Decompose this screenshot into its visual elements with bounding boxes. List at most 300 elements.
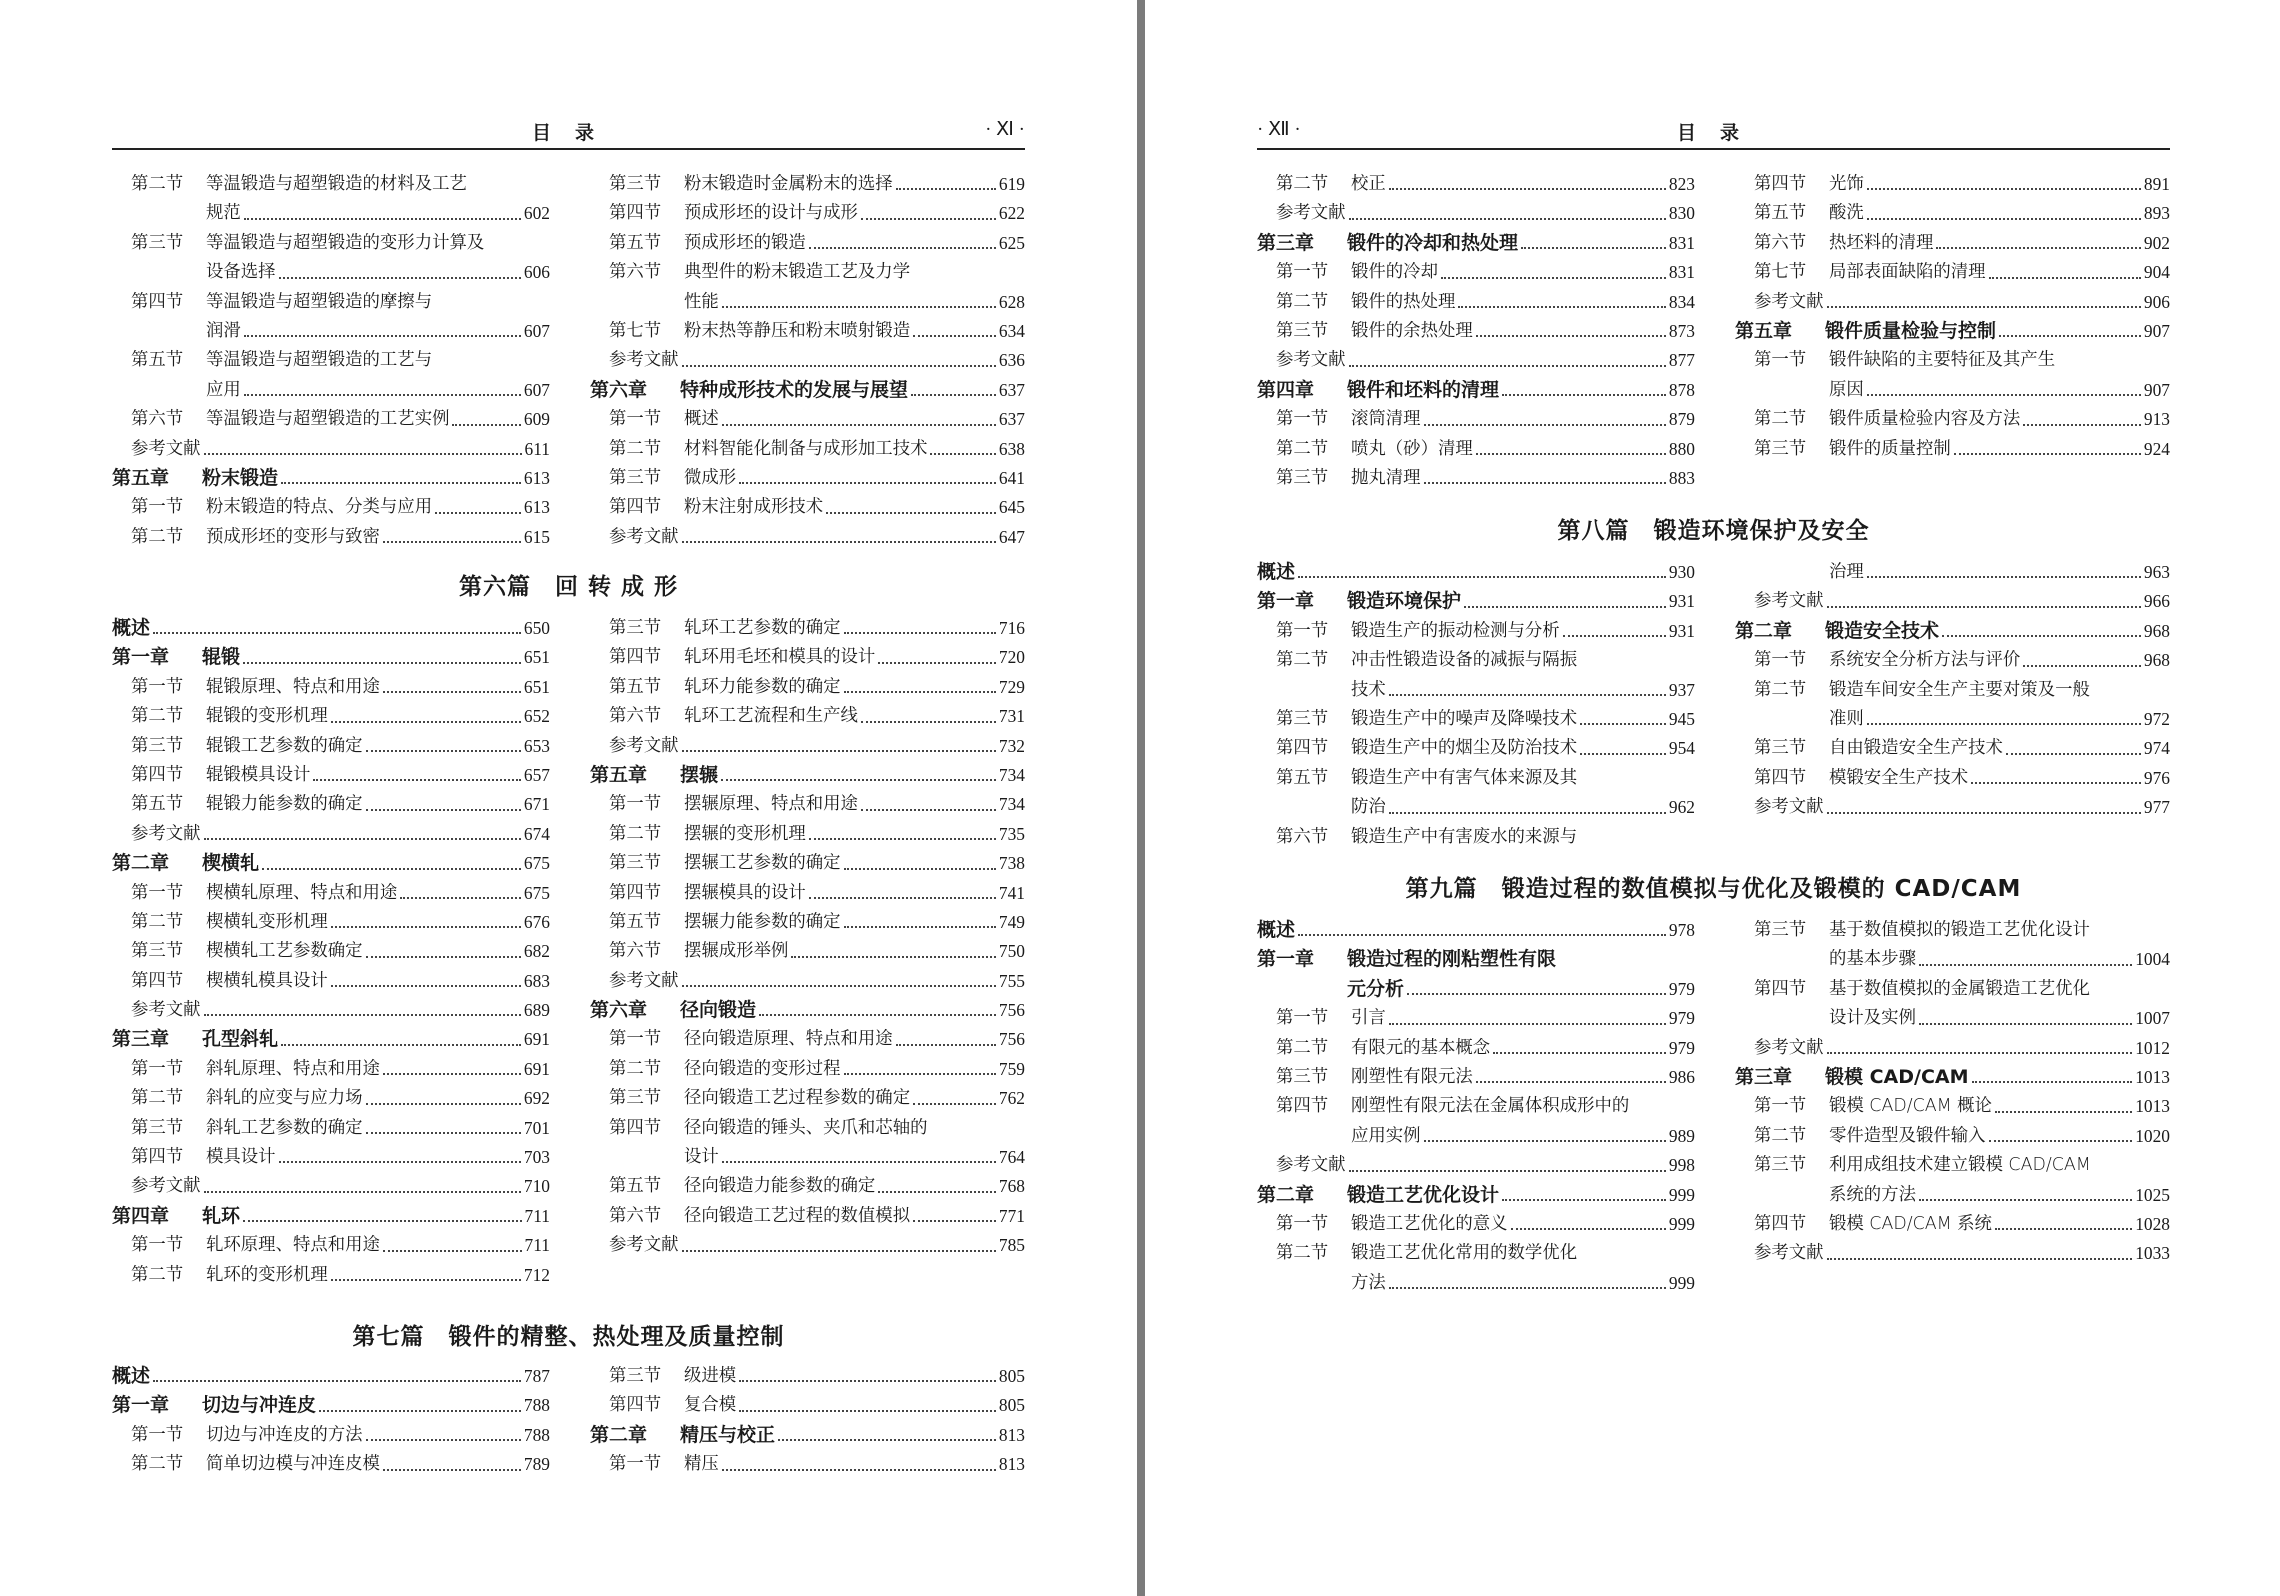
toc-entry[interactable] xyxy=(1257,1269,1695,1298)
toc-entry-page: 813 xyxy=(998,1454,1025,1475)
toc-entry[interactable] xyxy=(590,405,1025,434)
toc-entry[interactable] xyxy=(1735,1034,2170,1063)
toc-entry[interactable] xyxy=(590,258,1025,287)
toc-entry-page: 768 xyxy=(998,1176,1025,1197)
running-head-title: 目录 xyxy=(532,122,619,144)
toc-entry[interactable] xyxy=(1735,734,2170,763)
dot-leader xyxy=(153,632,521,634)
toc-entry[interactable] xyxy=(112,937,550,966)
toc-entry[interactable] xyxy=(1735,1004,2170,1033)
toc-entry-title: 参考文献 xyxy=(1754,291,1824,312)
toc-entry[interactable] xyxy=(590,317,1025,346)
toc-entry[interactable] xyxy=(1257,1239,1695,1268)
toc-entry[interactable] xyxy=(1257,764,1695,793)
toc-entry[interactable] xyxy=(590,761,1025,790)
dot-leader xyxy=(1502,394,1666,396)
toc-entry[interactable] xyxy=(1257,945,1695,974)
toc-entry[interactable] xyxy=(112,790,550,819)
toc-entry[interactable] xyxy=(590,996,1025,1025)
toc-column-left xyxy=(1257,916,1695,1298)
toc-entry-page: 613 xyxy=(523,467,550,488)
toc-entry[interactable] xyxy=(112,643,550,672)
toc-entry[interactable] xyxy=(590,346,1025,375)
toc-entry[interactable] xyxy=(1257,199,1695,228)
toc-entry[interactable] xyxy=(1735,793,2170,822)
toc-entry[interactable] xyxy=(112,1231,550,1260)
toc-entry-page: 759 xyxy=(998,1058,1025,1079)
toc-entry[interactable] xyxy=(1257,646,1695,675)
toc-entry-title: 轧环的变形机理 xyxy=(206,1264,328,1285)
toc-entry-page: 637 xyxy=(998,379,1025,400)
toc-entry[interactable] xyxy=(1735,1122,2170,1151)
toc-entry-title: 复合模 xyxy=(684,1395,737,1416)
toc-entry[interactable] xyxy=(112,1025,550,1054)
toc-entry-title: 楔横轧 xyxy=(202,852,260,875)
toc-entry-label: 第一节 xyxy=(1276,620,1329,641)
toc-entry[interactable] xyxy=(112,1362,550,1391)
toc-entry-page: 732 xyxy=(998,735,1025,756)
toc-entry[interactable] xyxy=(1257,705,1695,734)
dot-leader xyxy=(1580,723,1666,725)
toc-entry[interactable] xyxy=(1735,376,2170,405)
toc-entry-label: 第一章 xyxy=(1257,948,1315,971)
toc-entry-title: 楔横轧工艺参数确定 xyxy=(206,941,363,962)
toc-entry[interactable] xyxy=(1257,1004,1695,1033)
toc-entry[interactable] xyxy=(590,702,1025,731)
toc-entry-title: 辊锻 xyxy=(202,646,241,669)
toc-entry-title: 辊锻工艺参数的确定 xyxy=(206,735,363,756)
toc-entry[interactable] xyxy=(1257,617,1695,646)
toc-entry-title: 特种成形技术的发展与展望 xyxy=(680,378,909,401)
dot-leader xyxy=(913,335,996,337)
dot-leader xyxy=(1827,1258,2133,1260)
toc-entry[interactable] xyxy=(1257,346,1695,375)
toc-entry[interactable] xyxy=(590,376,1025,405)
toc-entry[interactable] xyxy=(1257,1063,1695,1092)
toc-entry[interactable] xyxy=(1257,734,1695,763)
toc-entry[interactable] xyxy=(112,376,550,405)
toc-entry[interactable] xyxy=(1735,346,2170,375)
toc-entry[interactable] xyxy=(1735,945,2170,974)
toc-entry-title: 刚塑性有限元法在金属体积成形中的 xyxy=(1351,1096,1630,1117)
toc-entry[interactable] xyxy=(590,493,1025,522)
toc-entry-page: 716 xyxy=(998,617,1025,638)
toc-entry[interactable] xyxy=(1735,288,2170,317)
toc-entry[interactable] xyxy=(1735,558,2170,587)
toc-entry[interactable] xyxy=(1735,229,2170,258)
toc-entry-title: 应用 xyxy=(206,379,241,400)
toc-entry[interactable] xyxy=(112,435,550,464)
toc-entry-page: 676 xyxy=(523,911,550,932)
toc-entry[interactable] xyxy=(1735,1210,2170,1239)
dot-leader xyxy=(809,247,996,249)
dot-leader xyxy=(244,394,521,396)
toc-entry-page: 692 xyxy=(523,1088,550,1109)
toc-entry[interactable] xyxy=(1257,1092,1695,1121)
toc-entry[interactable] xyxy=(112,317,550,346)
toc-entry[interactable] xyxy=(112,493,550,522)
toc-entry[interactable] xyxy=(112,1261,550,1290)
toc-entry[interactable] xyxy=(112,1084,550,1113)
toc-entry[interactable] xyxy=(112,288,550,317)
toc-entry-title: 摆辗成形举例 xyxy=(684,941,789,962)
toc-entry-label: 第四节 xyxy=(609,497,662,518)
toc-entry[interactable] xyxy=(1257,405,1695,434)
toc-entry-title: 辊锻原理、特点和用途 xyxy=(206,676,380,697)
dot-leader xyxy=(383,691,521,693)
toc-entry[interactable] xyxy=(1735,317,2170,346)
toc-entry[interactable] xyxy=(1257,170,1695,199)
toc-entry-label: 第三节 xyxy=(609,1088,662,1109)
toc-entry[interactable] xyxy=(112,702,550,731)
toc-entry[interactable] xyxy=(590,523,1025,552)
toc-entry-label: 第二节 xyxy=(1276,650,1329,671)
toc-entry[interactable] xyxy=(1735,435,2170,464)
toc-entry-title: 有限元的基本概念 xyxy=(1351,1037,1491,1058)
toc-entry-page: 1020 xyxy=(2135,1125,2170,1146)
toc-entry[interactable] xyxy=(590,1055,1025,1084)
dot-leader xyxy=(452,424,520,426)
toc-entry[interactable] xyxy=(590,1084,1025,1113)
toc-entry[interactable] xyxy=(590,1202,1025,1231)
toc-entry[interactable] xyxy=(112,967,550,996)
toc-entry-label: 第五节 xyxy=(131,350,184,371)
toc-entry[interactable] xyxy=(590,1450,1025,1479)
toc-entry-title: 级进模 xyxy=(684,1365,737,1386)
dot-leader xyxy=(1389,694,1666,696)
toc-entry-label: 第二节 xyxy=(1754,679,1807,700)
toc-entry[interactable] xyxy=(1257,376,1695,405)
toc-entry[interactable] xyxy=(1257,317,1695,346)
toc-entry[interactable] xyxy=(1735,916,2170,945)
dot-leader xyxy=(1999,335,2141,337)
toc-entry-label: 第二节 xyxy=(1276,291,1329,312)
toc-entry[interactable] xyxy=(112,820,550,849)
toc-entry[interactable] xyxy=(1735,1181,2170,1210)
toc-entry[interactable] xyxy=(1735,170,2170,199)
dot-leader xyxy=(331,721,521,723)
dot-leader xyxy=(809,838,996,840)
dot-leader xyxy=(913,1103,996,1105)
toc-entry[interactable] xyxy=(112,1172,550,1201)
toc-entry-page: 750 xyxy=(998,941,1025,962)
toc-entry[interactable] xyxy=(590,288,1025,317)
dot-leader xyxy=(1476,335,1666,337)
toc-entry-title: 锻件和坯料的清理 xyxy=(1347,378,1500,401)
dot-leader xyxy=(383,1250,522,1252)
toc-entry-page: 671 xyxy=(523,794,550,815)
toc-entry[interactable] xyxy=(112,170,550,199)
toc-entry[interactable] xyxy=(112,849,550,878)
toc-entry[interactable] xyxy=(1257,676,1695,705)
toc-entry-page: 628 xyxy=(998,291,1025,312)
toc-entry-title: 光饰 xyxy=(1829,173,1864,194)
toc-entry-label: 第二节 xyxy=(131,706,184,727)
toc-entry-title: 切边与冲连皮的方法 xyxy=(206,1424,363,1445)
dot-leader xyxy=(204,1191,521,1193)
toc-entry[interactable] xyxy=(590,1421,1025,1450)
toc-entry-page: 720 xyxy=(998,647,1025,668)
dot-leader xyxy=(1936,247,2141,249)
toc-entry-page: 788 xyxy=(523,1424,550,1445)
toc-entry-title: 设备选择 xyxy=(206,262,276,283)
toc-entry[interactable] xyxy=(590,199,1025,228)
toc-entry-page: 734 xyxy=(998,764,1025,785)
dot-leader xyxy=(1476,1081,1666,1083)
toc-entry[interactable] xyxy=(1735,617,2170,646)
dot-leader xyxy=(1424,1140,1666,1142)
toc-entry[interactable] xyxy=(112,199,550,228)
toc-entry[interactable] xyxy=(1257,258,1695,287)
toc-entry[interactable] xyxy=(1257,435,1695,464)
toc-entry-page: 873 xyxy=(1668,320,1695,341)
toc-entry-label: 第四节 xyxy=(609,882,662,903)
dot-leader xyxy=(1389,1023,1666,1025)
toc-entry[interactable] xyxy=(590,1172,1025,1201)
toc-entry-title: 参考文献 xyxy=(131,1000,201,1021)
toc-entry[interactable] xyxy=(112,1055,550,1084)
toc-entry[interactable] xyxy=(112,523,550,552)
toc-entry-page: 974 xyxy=(2143,738,2170,759)
toc-entry-title: 治理 xyxy=(1829,561,1864,582)
toc-entry[interactable] xyxy=(1257,288,1695,317)
dot-leader xyxy=(739,482,996,484)
toc-entry-label: 第三章 xyxy=(1735,1065,1793,1088)
toc-entry-title: 滚筒清理 xyxy=(1351,409,1421,430)
toc-entry-title: 锻模 CAD/CAM 概论 xyxy=(1829,1096,1992,1117)
toc-entry-title: 轧环工艺参数的确定 xyxy=(684,617,841,638)
toc-entry-title: 锻造生产中有害废水的来源与 xyxy=(1351,826,1578,847)
toc-entry[interactable] xyxy=(590,229,1025,258)
toc-entry[interactable] xyxy=(112,1143,550,1172)
toc-entry[interactable] xyxy=(1735,1063,2170,1092)
toc-entry-label: 第一节 xyxy=(609,1029,662,1050)
toc-entry-page: 907 xyxy=(2143,320,2170,341)
toc-entry[interactable] xyxy=(590,732,1025,761)
dot-leader xyxy=(281,1044,521,1046)
toc-entry[interactable] xyxy=(1257,464,1695,493)
toc-entry[interactable] xyxy=(1257,1122,1695,1151)
dot-leader xyxy=(878,1191,996,1193)
toc-entry-page: 691 xyxy=(523,1029,550,1050)
dot-leader xyxy=(243,662,521,664)
toc-entry-label: 第三节 xyxy=(609,1365,662,1386)
toc-entry-page: 977 xyxy=(2143,797,2170,818)
toc-entry[interactable] xyxy=(112,1202,550,1231)
toc-entry-label: 第二节 xyxy=(131,1264,184,1285)
toc-entry[interactable] xyxy=(590,643,1025,672)
right-page xyxy=(1145,0,2280,1596)
toc-entry-title: 切边与冲连皮 xyxy=(202,1394,317,1417)
toc-entry-title: 轧环 xyxy=(202,1204,241,1227)
toc-entry-title: 刚塑性有限元法 xyxy=(1351,1066,1473,1087)
toc-entry-title: 等温锻造与超塑锻造的材料及工艺 xyxy=(206,173,467,194)
toc-entry[interactable] xyxy=(112,346,550,375)
toc-entry-title: 径向锻造的锤头、夹爪和芯轴的 xyxy=(684,1117,928,1138)
toc-entry-title: 轧环用毛坯和模具的设计 xyxy=(684,647,876,668)
dot-leader xyxy=(1919,1023,2132,1025)
toc-entry[interactable] xyxy=(1257,975,1695,1004)
toc-entry-label: 第二节 xyxy=(1754,1125,1807,1146)
toc-entry-title: 参考文献 xyxy=(1754,797,1824,818)
toc-entry[interactable] xyxy=(112,405,550,434)
toc-entry[interactable] xyxy=(590,464,1025,493)
toc-entry-title: 径向锻造的变形过程 xyxy=(684,1058,841,1079)
toc-entry-title: 规范 xyxy=(206,203,241,224)
toc-entry[interactable] xyxy=(590,435,1025,464)
toc-entry[interactable] xyxy=(112,1421,550,1450)
toc-entry[interactable] xyxy=(1735,764,2170,793)
toc-entry-page: 906 xyxy=(2143,291,2170,312)
toc-entry-label: 第二节 xyxy=(1276,1037,1329,1058)
toc-entry[interactable] xyxy=(590,967,1025,996)
toc-entry[interactable] xyxy=(1735,1239,2170,1268)
toc-entry[interactable] xyxy=(1735,975,2170,1004)
toc-entry-title: 锻造车间安全生产主要对策及一般 xyxy=(1829,679,2090,700)
dot-leader xyxy=(366,1132,521,1134)
toc-entry-title: 方法 xyxy=(1351,1272,1386,1293)
toc-entry[interactable] xyxy=(590,170,1025,199)
toc-entry-title: 系统的方法 xyxy=(1829,1184,1916,1205)
toc-entry-title: 热坯料的清理 xyxy=(1829,232,1934,253)
toc-entry-label: 第一节 xyxy=(131,882,184,903)
toc-entry[interactable] xyxy=(112,732,550,761)
toc-entry[interactable] xyxy=(1735,587,2170,616)
dot-leader xyxy=(2006,753,2141,755)
dot-leader xyxy=(1349,1170,1666,1172)
toc-entry-label: 第三章 xyxy=(112,1028,170,1051)
dot-leader xyxy=(281,482,521,484)
toc-entry[interactable] xyxy=(1735,676,2170,705)
toc-entry-page: 637 xyxy=(998,409,1025,430)
toc-entry[interactable] xyxy=(112,673,550,702)
toc-entry[interactable] xyxy=(112,1450,550,1479)
toc-entry[interactable] xyxy=(112,996,550,1025)
toc-entry[interactable] xyxy=(1735,646,2170,675)
toc-entry[interactable] xyxy=(112,1391,550,1420)
toc-entry[interactable] xyxy=(1257,587,1695,616)
toc-entry-title: 锻件质量检验内容及方法 xyxy=(1829,409,2021,430)
toc-entry[interactable] xyxy=(112,258,550,287)
toc-entry[interactable] xyxy=(1257,1151,1695,1180)
toc-entry[interactable] xyxy=(590,879,1025,908)
toc-entry[interactable] xyxy=(590,790,1025,819)
toc-entry[interactable] xyxy=(1257,558,1695,587)
toc-entry-label: 第六节 xyxy=(1276,826,1329,847)
toc-entry-label: 第一章 xyxy=(112,646,170,669)
toc-entry[interactable] xyxy=(1257,229,1695,258)
toc-entry-label: 第三节 xyxy=(1276,320,1329,341)
toc-entry-label: 第二节 xyxy=(131,1088,184,1109)
toc-entry[interactable] xyxy=(590,1114,1025,1143)
toc-entry-page: 741 xyxy=(998,882,1025,903)
toc-entry-page: 682 xyxy=(523,941,550,962)
toc-entry-page: 764 xyxy=(998,1147,1025,1168)
toc-entry-page: 749 xyxy=(998,911,1025,932)
toc-entry[interactable] xyxy=(112,464,550,493)
toc-entry[interactable] xyxy=(112,229,550,258)
dot-leader xyxy=(682,985,996,987)
dot-leader xyxy=(861,809,996,811)
toc-entry[interactable] xyxy=(1257,1210,1695,1239)
toc-entry[interactable] xyxy=(1257,793,1695,822)
dot-leader xyxy=(878,662,996,664)
toc-entry-label: 第七节 xyxy=(609,320,662,341)
toc-entry[interactable] xyxy=(590,908,1025,937)
toc-entry-page: 653 xyxy=(523,735,550,756)
toc-entry-page: 877 xyxy=(1668,350,1695,371)
toc-entry-page: 788 xyxy=(523,1395,550,1416)
toc-entry[interactable] xyxy=(590,614,1025,643)
dot-leader xyxy=(2023,665,2141,667)
toc-entry-label: 第三节 xyxy=(1754,738,1807,759)
toc-entry[interactable] xyxy=(112,1114,550,1143)
toc-entry[interactable] xyxy=(112,761,550,790)
toc-entry-label: 第五节 xyxy=(609,232,662,253)
dot-leader xyxy=(313,779,521,781)
dot-leader xyxy=(366,1439,521,1441)
toc-entry-title: 自由锻造安全生产技术 xyxy=(1829,738,2003,759)
toc-entry-page: 602 xyxy=(523,203,550,224)
toc-entry-title: 径向锻造力能参数的确定 xyxy=(684,1176,876,1197)
toc-entry[interactable] xyxy=(1735,405,2170,434)
toc-entry[interactable] xyxy=(1735,705,2170,734)
toc-column-left xyxy=(112,614,550,1290)
dot-leader xyxy=(435,512,521,514)
toc-entry-page: 831 xyxy=(1668,262,1695,283)
toc-entry[interactable] xyxy=(590,1231,1025,1260)
toc-entry-page: 924 xyxy=(2143,438,2170,459)
toc-entry[interactable] xyxy=(1735,199,2170,228)
dot-leader xyxy=(331,1279,521,1281)
toc-entry-label: 第三节 xyxy=(1754,1155,1807,1176)
toc-entry[interactable] xyxy=(112,614,550,643)
toc-entry[interactable] xyxy=(590,1143,1025,1172)
toc-entry-page: 703 xyxy=(523,1147,550,1168)
toc-entry[interactable] xyxy=(1257,823,1695,852)
toc-entry[interactable] xyxy=(590,1025,1025,1054)
toc-entry-title: 准则 xyxy=(1829,708,1864,729)
dot-leader xyxy=(1827,606,2141,608)
toc-entry[interactable] xyxy=(1257,1034,1695,1063)
toc-entry-page: 1033 xyxy=(2135,1243,2170,1264)
toc-entry[interactable] xyxy=(1257,916,1695,945)
toc-entry-title: 锻件的冷却和热处理 xyxy=(1347,231,1519,254)
toc-entry[interactable] xyxy=(590,673,1025,702)
toc-entry[interactable] xyxy=(1257,1181,1695,1210)
toc-entry-label: 第三节 xyxy=(131,232,184,253)
toc-entry[interactable] xyxy=(112,908,550,937)
toc-entry[interactable] xyxy=(590,849,1025,878)
toc-entry[interactable] xyxy=(1735,258,2170,287)
toc-entry-page: 1004 xyxy=(2135,949,2170,970)
toc-entry-title: 锻造工艺优化设计 xyxy=(1347,1183,1500,1206)
toc-entry-label: 第六章 xyxy=(590,378,648,401)
toc-entry[interactable] xyxy=(590,937,1025,966)
toc-entry[interactable] xyxy=(112,879,550,908)
toc-entry[interactable] xyxy=(590,820,1025,849)
toc-column-left xyxy=(112,1362,550,1480)
toc-entry-page: 999 xyxy=(1668,1213,1695,1234)
toc-entry[interactable] xyxy=(1735,1151,2170,1180)
toc-entry[interactable] xyxy=(1735,1092,2170,1121)
toc-entry-label: 第四节 xyxy=(609,1395,662,1416)
toc-entry[interactable] xyxy=(590,1362,1025,1391)
toc-entry-title: 粉末锻造 xyxy=(202,466,279,489)
toc-entry-label: 第四节 xyxy=(131,1147,184,1168)
toc-entry[interactable] xyxy=(590,1391,1025,1420)
toc-entry-label: 第四节 xyxy=(1276,1096,1329,1117)
